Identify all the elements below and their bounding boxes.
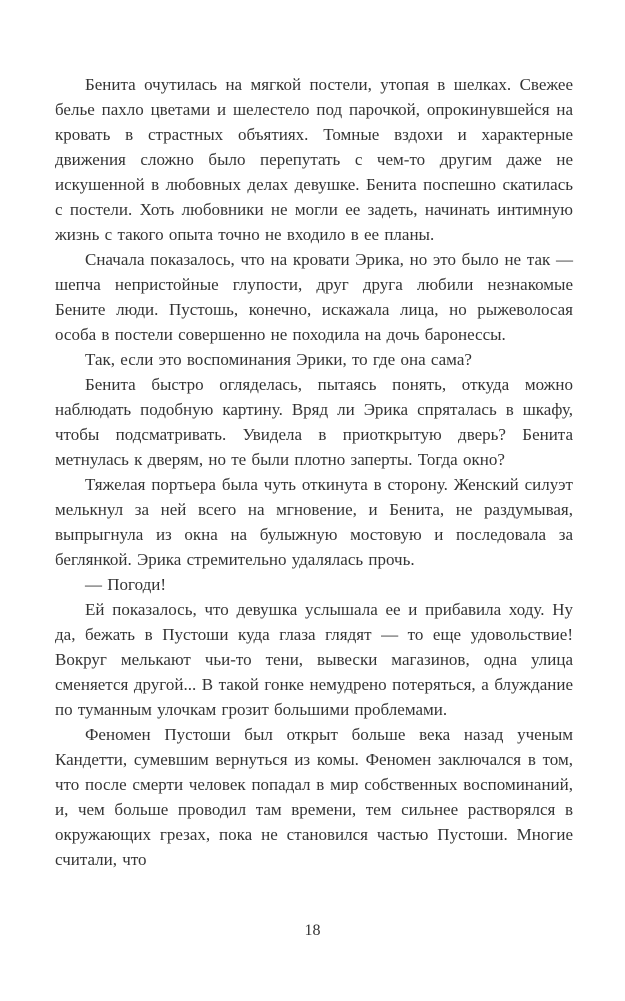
paragraph-dialogue: — Погоди! bbox=[85, 575, 166, 594]
paragraph: Так, если это воспоминания Эрики, то где она сама? bbox=[85, 350, 472, 369]
page-number: 18 bbox=[304, 922, 321, 939]
paragraph: Тяжелая портьера была чуть откинута в сторону. Женский силуэт мелькнул за ней всего на мгновение, и Бенита, не раздумывая, выпрыгнула из окна на булыжную мостовую и последовала за беглянкой. Эрика стремительно удалялась прочь. bbox=[55, 475, 573, 569]
paragraph: Ей показалось, что девушка услышала ее и прибавила ходу. Ну да, бежать в Пустоши куда глаза глядят — то еще удовольствие! Вокруг мелькают чьи-то тени, вывески магазинов, одна улица сменяется другой... В такой гонке немудрено потеряться, а блуждание по туманным улочкам грозит большими проблемами. bbox=[55, 600, 573, 719]
paragraph: Бенита очутилась на мягкой постели, утопая в шелках. Свежее белье пахло цветами и шелестело под парочкой, опрокинувшейся на кровать в страстных объятиях. Томные вздохи и характерные движения сложно было перепутать с чем-то другим даже не искушенной в любовных делах девушке. Бенита поспешно скатилась с постели. Хоть любовники не могли ее задеть, начинать интимную жизнь с такого опыта точно не входило в ее планы. bbox=[55, 75, 573, 244]
page-text bbox=[55, 72, 573, 872]
paragraph: Бенита быстро огляделась, пытаясь понять, откуда можно наблюдать подобную картину. Вряд ли Эрика спряталась в шкафу, чтобы подсматривать. Увидела в приоткрытую дверь? Бенита метнулась к дверям, но те были плотно заперты. Тогда окно? bbox=[55, 375, 573, 469]
paragraph: Сначала показалось, что на кровати Эрика, но это было не так — шепча непристойные глупости, друг друга любили незнакомые Бените люди. Пустошь, конечно, искажала лица, но рыжеволосая особа в постели совершенно не походила на дочь баронессы. bbox=[55, 250, 573, 344]
paragraph: Феномен Пустоши был открыт больше века назад ученым Кандетти, сумевшим вернуться из комы. Феномен заключался в том, что после смерти человек попадал в мир собственных воспоминаний, и, чем больше проводил там времени, тем сильнее растворялся в окружающих грезах, пока не становился частью Пустоши. Многие считали, что bbox=[55, 725, 573, 869]
